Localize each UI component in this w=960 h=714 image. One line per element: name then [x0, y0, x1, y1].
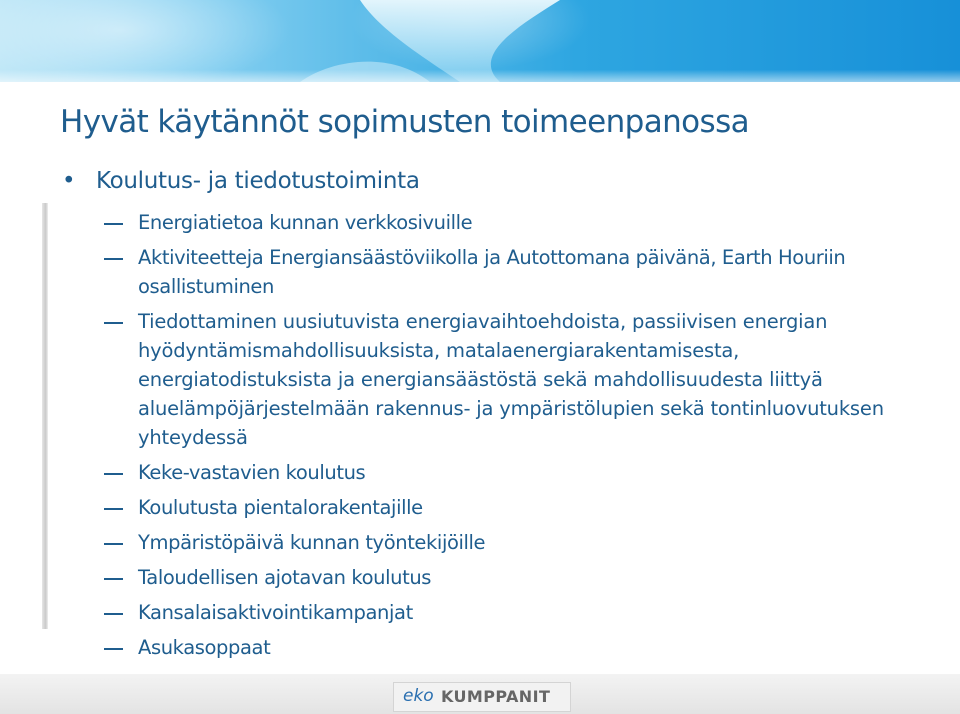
- slide-title: Hyvät käytännöt sopimusten toimeenpanossa: [60, 104, 750, 140]
- header-banner-graphic: [0, 0, 960, 82]
- sub-item-builder-training: [104, 493, 924, 522]
- sub-item-resident-guides: [104, 633, 924, 662]
- left-divider-rule: [42, 203, 48, 629]
- dash-icon: [104, 648, 123, 650]
- sub-item-label: Asukasoppaat: [138, 636, 271, 659]
- sub-item-label: Kansalaisaktivointikampanjat: [138, 601, 413, 624]
- sub-item-label: Tiedottaminen uusiutuvista energiavaihtoehdoista, passiivisen energian hyödyntämismahdollisuuksista, matalaenergiarakentamisesta, energiatodistuksista ja energiansäästöstä sekä mahdollisuudesta liittyä aluelämpöjärjestelmään rakennus- ja ympäristölupien sekä tontinluovutuksen yhteydessä: [138, 310, 884, 449]
- sub-item-label: Keke-vastavien koulutus: [138, 461, 366, 484]
- sub-item-energy-info: [104, 208, 924, 237]
- dash-icon: [104, 508, 123, 510]
- dash-icon: [104, 258, 123, 260]
- logo-kumppanit-text: KUMPPANIT: [441, 687, 551, 706]
- sub-item-label: Aktiviteetteja Energiansäästöviikolla ja Autottomana päivänä, Earth Houriin osallistuminen: [138, 246, 846, 298]
- sub-item-campaigns: [104, 598, 924, 627]
- sub-item-label: Taloudellisen ajotavan koulutus: [138, 566, 432, 589]
- header-banner-image: [0, 0, 960, 82]
- sub-item-label: Koulutusta pientalorakentajille: [138, 496, 423, 519]
- sub-item-activities: [104, 243, 924, 301]
- sub-item-keke-training: [104, 458, 924, 487]
- dash-icon: [104, 543, 123, 545]
- bullet-dot-icon: •: [62, 168, 76, 194]
- dash-icon: [104, 322, 123, 324]
- logo-eko-text: eko: [403, 686, 434, 706]
- ekokumppanit-logo: [393, 682, 571, 712]
- sub-item-eco-driving: [104, 563, 924, 592]
- sub-item-label: Energiatietoa kunnan verkkosivuille: [138, 211, 473, 234]
- dash-icon: [104, 473, 123, 475]
- sub-item-communication: [104, 307, 924, 452]
- dash-icon: [104, 578, 123, 580]
- sub-item-environment-day: [104, 528, 924, 557]
- dash-icon: [104, 613, 123, 615]
- bullet-item-label: Koulutus- ja tiedotustoiminta: [96, 168, 420, 194]
- dash-icon: [104, 223, 123, 225]
- sub-item-label: Ympäristöpäivä kunnan työntekijöille: [138, 531, 486, 554]
